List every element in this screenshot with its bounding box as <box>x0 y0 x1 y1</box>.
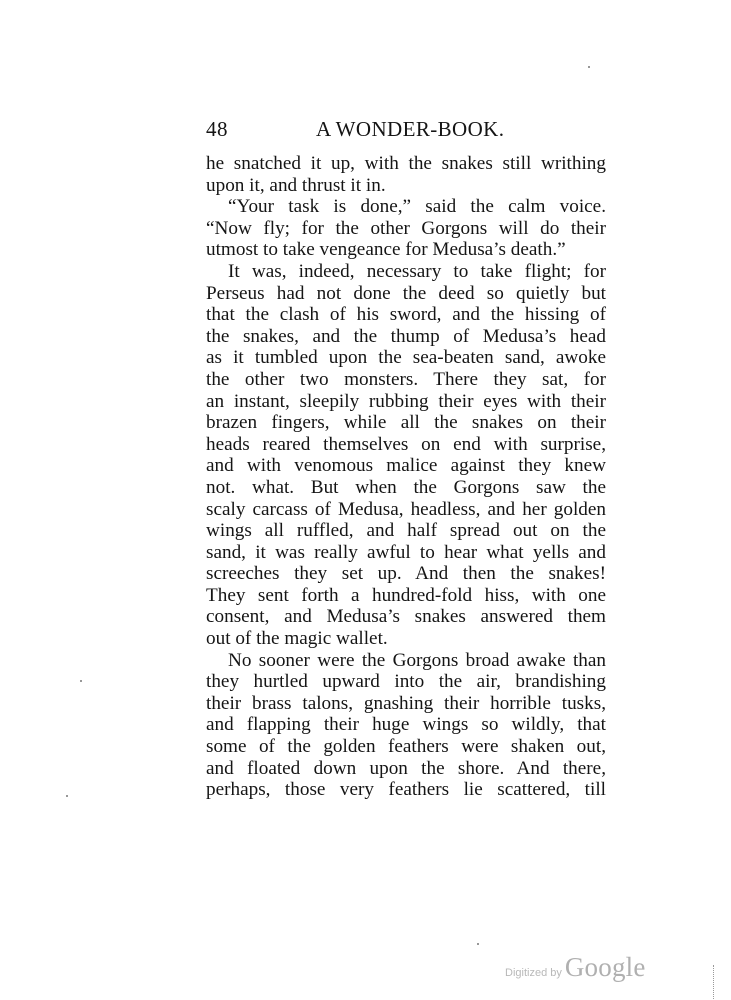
text-line: consent, and Medusa’s snakes answered them <box>206 606 606 628</box>
text-line: the other two monsters. There they sat, for <box>206 368 606 390</box>
digitized-by-label: Digitized by <box>505 967 562 979</box>
text-line: an instant, sleepily rubbing their eyes with their <box>206 390 606 412</box>
text-line: upon it, and thrust it in. <box>206 174 386 196</box>
scan-edge-marks <box>713 965 717 999</box>
text-line: they hurtled upward into the air, brandishing <box>206 671 606 693</box>
google-logo: Google <box>564 952 646 982</box>
text-line: “Your task is done,” said the calm voice. <box>228 196 606 218</box>
text-line: perhaps, those very feathers lie scattered, till <box>206 779 606 801</box>
text-line: not. what. But when the Gorgons saw the <box>206 476 606 498</box>
page-header <box>206 117 606 145</box>
text-line: some of the golden feathers were shaken out, <box>206 736 606 758</box>
text-line: No sooner were the Gorgons broad awake than <box>228 649 606 671</box>
text-line: “Now fly; for the other Gorgons will do their <box>206 217 606 239</box>
text-line: he snatched it up, with the snakes still writhing <box>206 153 606 174</box>
text-line: screeches they set up. And then the snakes! <box>206 563 606 585</box>
text-line: heads reared themselves on end with surprise, <box>206 433 606 455</box>
text-line: utmost to take vengeance for Medusa’s death.” <box>206 239 566 261</box>
text-line: wings all ruffled, and half spread out on the <box>206 520 606 542</box>
text-line: They sent forth a hundred-fold hiss, with one <box>206 584 606 606</box>
text-line: the snakes, and the thump of Medusa’s head <box>206 325 606 347</box>
page-number: 48 <box>206 117 228 141</box>
text-line: It was, indeed, necessary to take flight; for <box>228 260 606 282</box>
text-line: as it tumbled upon the sea-beaten sand, awoke <box>206 347 606 369</box>
digitized-by-watermark <box>505 952 646 986</box>
text-line: Perseus had not done the deed so quietly but <box>206 282 606 304</box>
scan-speck <box>588 66 590 68</box>
text-line: and with venomous malice against they knew <box>206 455 606 477</box>
scan-speck <box>80 680 82 682</box>
text-line: brazen fingers, while all the snakes on their <box>206 412 606 434</box>
running-title: A WONDER-BOOK. <box>316 117 505 141</box>
text-line: their brass talons, gnashing their horrible tusks, <box>206 692 606 714</box>
text-line: scaly carcass of Medusa, headless, and her golden <box>206 498 606 520</box>
scan-speck <box>66 795 68 797</box>
text-line: and floated down upon the shore. And there, <box>206 757 606 779</box>
text-line: sand, it was really awful to hear what yells and <box>206 541 606 563</box>
text-line: and flapping their huge wings so wildly, that <box>206 714 606 736</box>
body-text <box>206 153 606 801</box>
text-line: that the clash of his sword, and the hissing of <box>206 304 606 326</box>
scan-speck <box>477 943 479 945</box>
text-line: out of the magic wallet. <box>206 628 388 650</box>
